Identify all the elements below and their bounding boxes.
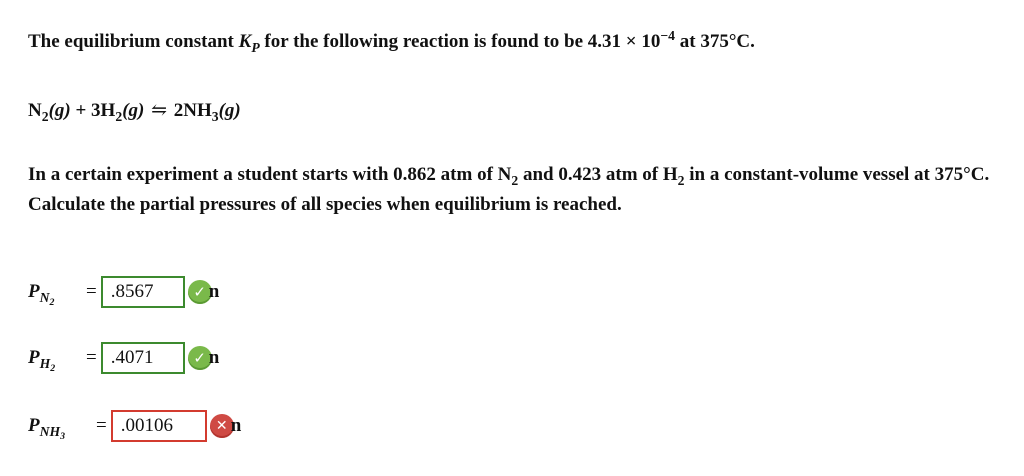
phase-2: (g) [122, 100, 145, 121]
incorrect-cross-icon: ✕ [210, 414, 234, 438]
paragraph-sub-2: 2 [677, 172, 685, 188]
correct-check-icon: ✓ [188, 280, 212, 304]
answer-label: $P_{H_2}$ [28, 347, 56, 375]
equals-sign: = [86, 281, 97, 302]
question-end: at 375°C. [675, 31, 755, 52]
reactant-h-sub: 2 [115, 108, 123, 124]
answer-input-ph2[interactable]: . 4071 [101, 342, 185, 374]
answer-input-pn2[interactable]: . 8567 [101, 276, 185, 308]
paragraph-part-3: in a constant-volume vessel at 375°C. Calculate the partial pressures of all species when equilibrium is reached. [28, 164, 990, 215]
paragraph-part-2: and 0.423 atm of H [518, 164, 678, 185]
phase-1: (g) [48, 100, 71, 121]
reactant-n: N [28, 100, 42, 121]
k-symbol: K [238, 31, 252, 52]
unit-text: n [208, 347, 220, 368]
answer-row-ph2 [28, 341, 219, 375]
unit-text: n [230, 415, 242, 436]
paragraph-part-1: In a certain experiment a student starts with 0.862 atm of N [28, 164, 512, 185]
k-subscript: P [251, 39, 260, 55]
paragraph-sub-1: 2 [511, 172, 519, 188]
answer-label: $P_{N_2}$ [28, 281, 55, 309]
reaction-equation [28, 99, 241, 122]
reactant-h: + 3H [70, 100, 116, 121]
product: 2NH [173, 100, 212, 121]
correct-check-icon: ✓ [188, 346, 212, 370]
product-sub: 3 [211, 108, 219, 124]
answer-row-pnh3 [28, 409, 241, 443]
reactant-n-sub: 2 [41, 108, 49, 124]
equals-sign: = [86, 347, 97, 368]
equals-sign: = [96, 415, 107, 436]
answer-input-pnh3[interactable]: . 00106 [111, 410, 207, 442]
answer-label: $P_{NH_3}$ [28, 415, 66, 443]
phase-3: (g) [218, 100, 241, 121]
equilibrium-arrow-icon: ⇋ [151, 100, 168, 121]
question-intro: The equilibrium constant [28, 31, 239, 52]
unit-text: n [208, 281, 220, 302]
exponent: −4 [660, 28, 675, 44]
question-statement [28, 28, 755, 55]
problem-paragraph [28, 160, 1008, 220]
answer-row-pn2 [28, 275, 219, 309]
question-value: for the following reaction is found to be 4.31 × 10 [259, 31, 661, 52]
